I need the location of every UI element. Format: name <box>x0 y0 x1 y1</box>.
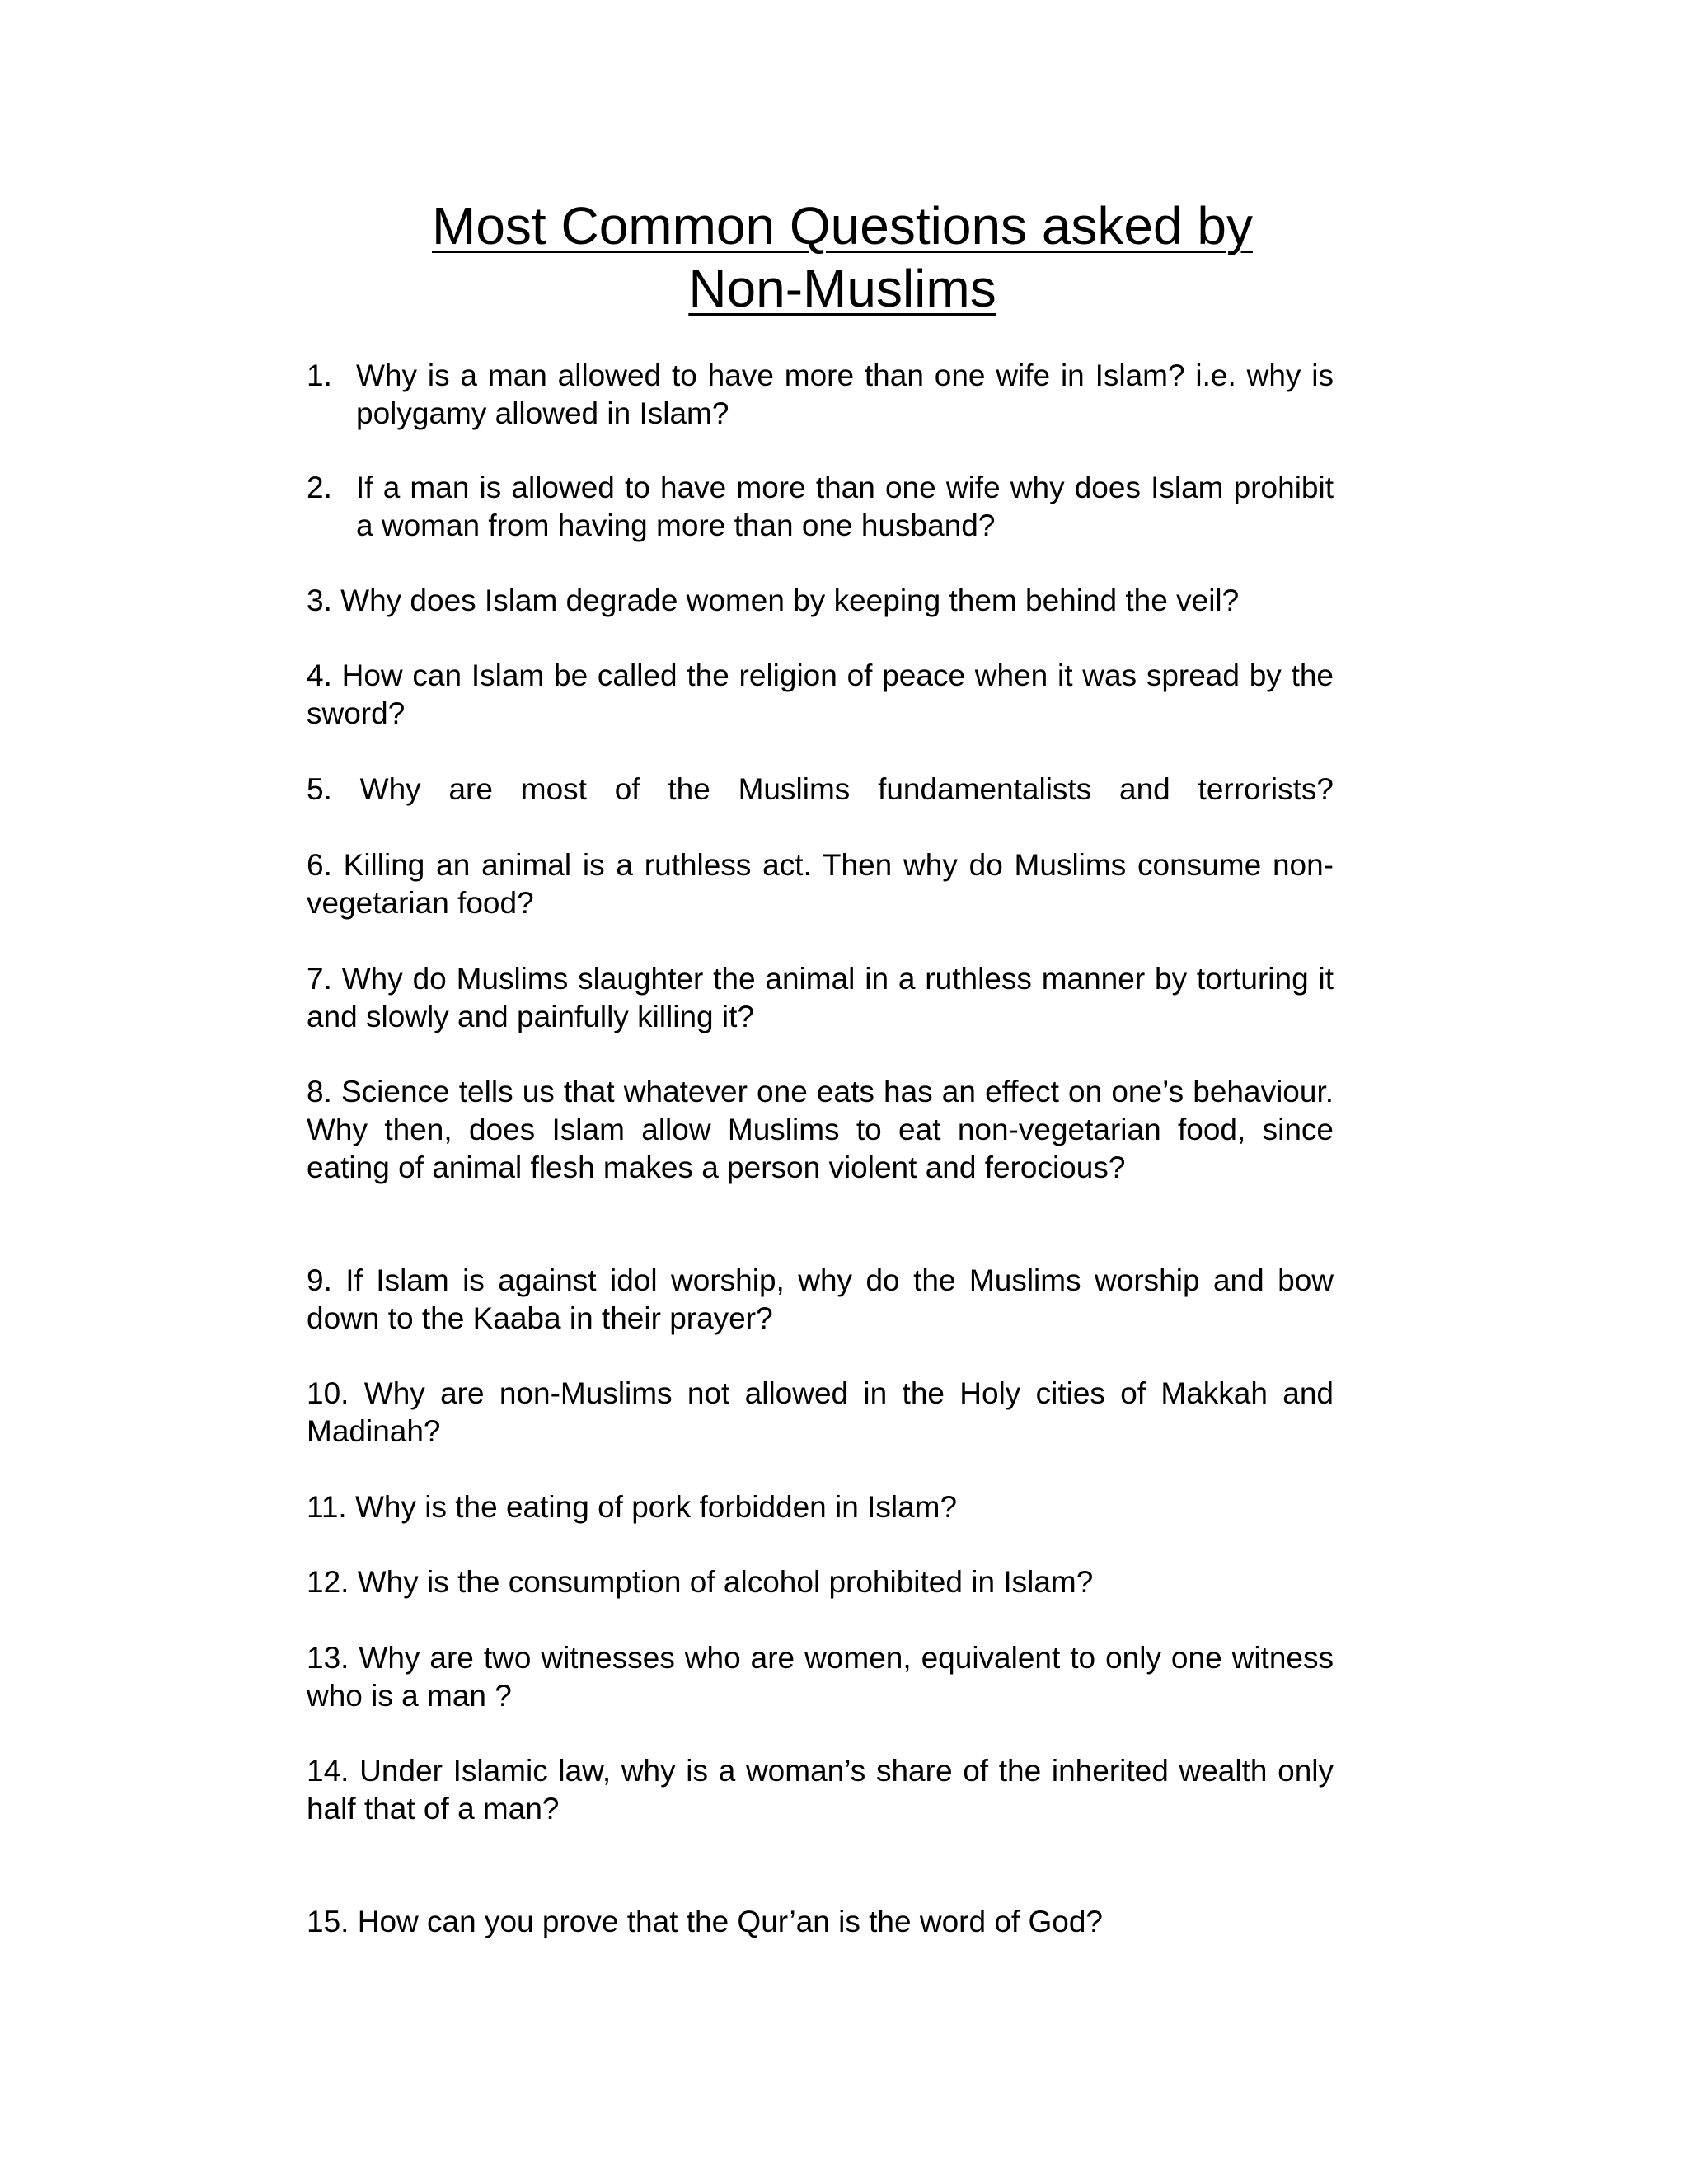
question-number: 11. <box>307 1490 347 1524</box>
question-number: 10. <box>307 1376 349 1410</box>
question-5 <box>307 771 1334 808</box>
question-number: 8. <box>307 1075 332 1108</box>
page-title <box>307 194 1378 320</box>
title-line-2: Non-Muslims <box>688 259 996 318</box>
question-text: Under Islamic law, why is a woman’s share of the inherited wealth only half that of a man? <box>307 1754 1334 1825</box>
question-number: 7. <box>307 962 332 996</box>
question-number: 15. <box>307 1905 349 1938</box>
title-line-1: Most Common Questions asked by <box>432 196 1253 255</box>
question-text: Why is the consumption of alcohol prohibited in Islam? <box>357 1565 1094 1599</box>
question-13 <box>307 1639 1334 1715</box>
question-text: Why is the eating of pork forbidden in Islam? <box>354 1490 958 1524</box>
question-10 <box>307 1375 1334 1451</box>
question-text: Killing an animal is a ruthless act. Then why do Muslims consume non-vegetarian food? <box>307 848 1334 920</box>
question-9 <box>307 1262 1334 1338</box>
question-4 <box>307 657 1334 733</box>
question-number: 12. <box>307 1565 349 1599</box>
question-number: 14. <box>307 1754 349 1788</box>
question-8 <box>307 1073 1334 1187</box>
question-6 <box>307 846 1334 922</box>
question-text: Why are two witnesses who are women, equivalent to only one witness who is a man ? <box>307 1641 1334 1713</box>
question-11 <box>307 1488 1334 1526</box>
question-number: 5. <box>307 772 332 806</box>
question-1 <box>307 357 1334 433</box>
question-text: Why does Islam degrade women by keeping them behind the veil? <box>340 583 1240 617</box>
question-2 <box>307 469 1334 545</box>
question-number: 6. <box>307 848 332 882</box>
question-text: Science tells us that whatever one eats has an effect on one’s behaviour. Why then, does Islam allow Muslims to eat non-vegetarian food, since eating of animal flesh makes a person violent and ferocious? <box>307 1075 1334 1184</box>
question-number: 3. <box>307 583 332 617</box>
question-number: 9. <box>307 1263 332 1297</box>
question-number: 4. <box>307 658 332 692</box>
question-text: How can you prove that the Qur’an is the word of God? <box>357 1905 1103 1938</box>
question-text: If Islam is against idol worship, why do the Muslims worship and bow down to the Kaaba in their prayer? <box>307 1263 1334 1335</box>
question-text: Why are most of the Muslims fundamentalists and terrorists? <box>359 772 1334 806</box>
question-text: Why is a man allowed to have more than one wife in Islam? i.e. why is polygamy allowed in Islam? <box>356 359 1334 430</box>
question-text: Why do Muslims slaughter the animal in a ruthless manner by torturing it and slowly and painfully killing it? <box>307 962 1334 1033</box>
question-7 <box>307 960 1334 1036</box>
question-14 <box>307 1752 1334 1828</box>
question-number: 2. <box>307 471 332 504</box>
question-15 <box>307 1903 1334 1941</box>
question-number: 13. <box>307 1641 349 1675</box>
question-text: If a man is allowed to have more than one wife why does Islam prohibit a woman from having more than one husband? <box>356 471 1334 542</box>
question-text: How can Islam be called the religion of peace when it was spread by the sword? <box>307 658 1334 730</box>
question-text: Why are non-Muslims not allowed in the Holy cities of Makkah and Madinah? <box>307 1376 1334 1448</box>
question-12 <box>307 1563 1334 1601</box>
question-number: 1. <box>307 359 332 392</box>
question-3 <box>307 582 1334 620</box>
